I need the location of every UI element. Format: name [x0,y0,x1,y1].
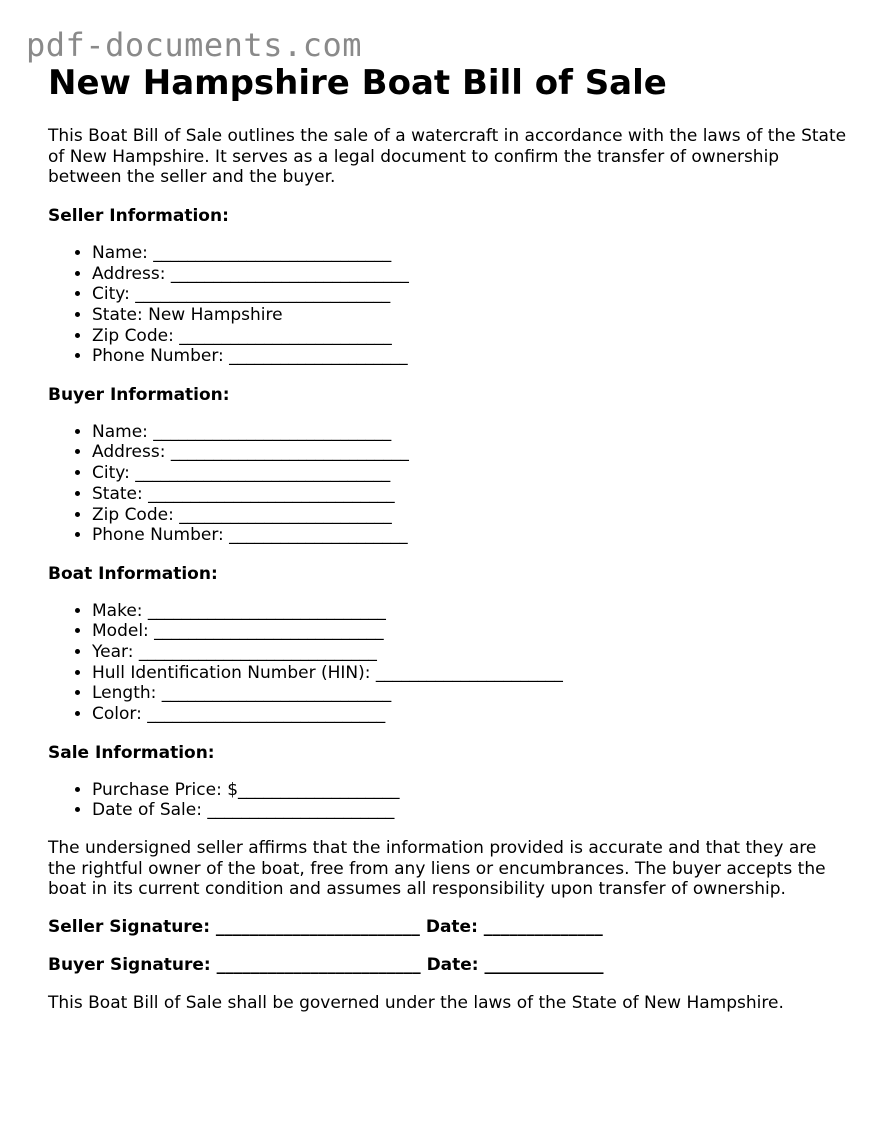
seller-section-heading: Seller Information: [48,206,229,227]
seller-zip-field: • Zip Code: _________________________ [92,326,848,347]
seller-state-field: • State: New Hampshire [92,305,848,326]
intro-paragraph: This Boat Bill of Sale outlines the sale of a watercraft in accordance with the laws of the State of New Hampshire. It serves as a legal document to confirm the transfer of ownership between the seller and the buyer. [48,126,847,188]
buyer-name-field: • Name: ____________________________ [92,422,848,443]
boat-info-list [48,601,848,725]
boat-make-field: • Make: ____________________________ [92,601,848,622]
boat-year-field: • Year: ____________________________ [92,642,848,663]
date-of-sale-field: • Date of Sale: ______________________ [92,800,848,821]
seller-signature-line: Seller Signature: ________________________ Date: ______________ [48,917,603,938]
purchase-price-field: • Purchase Price: $___________________ [92,780,848,801]
boat-hin-field: • Hull Identification Number (HIN): ______________________ [92,663,848,684]
buyer-info-list [48,422,848,546]
buyer-address-field: • Address: ____________________________ [92,442,848,463]
seller-info-list [48,243,848,367]
document-body [48,62,848,1013]
buyer-zip-field: • Zip Code: _________________________ [92,505,848,526]
seller-phone-field: • Phone Number: _____________________ [92,346,848,367]
buyer-city-field: • City: ______________________________ [92,463,848,484]
boat-length-field: • Length: ___________________________ [92,683,848,704]
affirmation-paragraph: The undersigned seller affirms that the information provided is accurate and that they are the rightful owner of the boat, free from any liens or encumbrances. The buyer accepts the boat in its current condition and assumes all responsibility upon transfer of ownership. [48,837,826,900]
seller-address-field: • Address: ____________________________ [92,264,848,285]
document-title: New Hampshire Boat Bill of Sale [48,63,667,103]
buyer-section-heading: Buyer Information: [48,385,230,406]
seller-name-field: • Name: ____________________________ [92,243,848,264]
boat-color-field: • Color: ____________________________ [92,704,848,725]
seller-city-field: • City: ______________________________ [92,284,848,305]
sale-info-list [48,780,848,821]
boat-section-heading: Boat Information: [48,563,218,584]
sale-section-heading: Sale Information: [48,742,215,763]
buyer-phone-field: • Phone Number: _____________________ [92,525,848,546]
closing-paragraph: This Boat Bill of Sale shall be governed under the laws of the State of New Hampshire. [48,992,784,1013]
watermark: pdf-documents.com [26,26,363,64]
boat-model-field: • Model: ___________________________ [92,621,848,642]
buyer-signature-line: Buyer Signature: ________________________ Date: ______________ [48,954,604,975]
buyer-state-field: • State: _____________________________ [92,484,848,505]
